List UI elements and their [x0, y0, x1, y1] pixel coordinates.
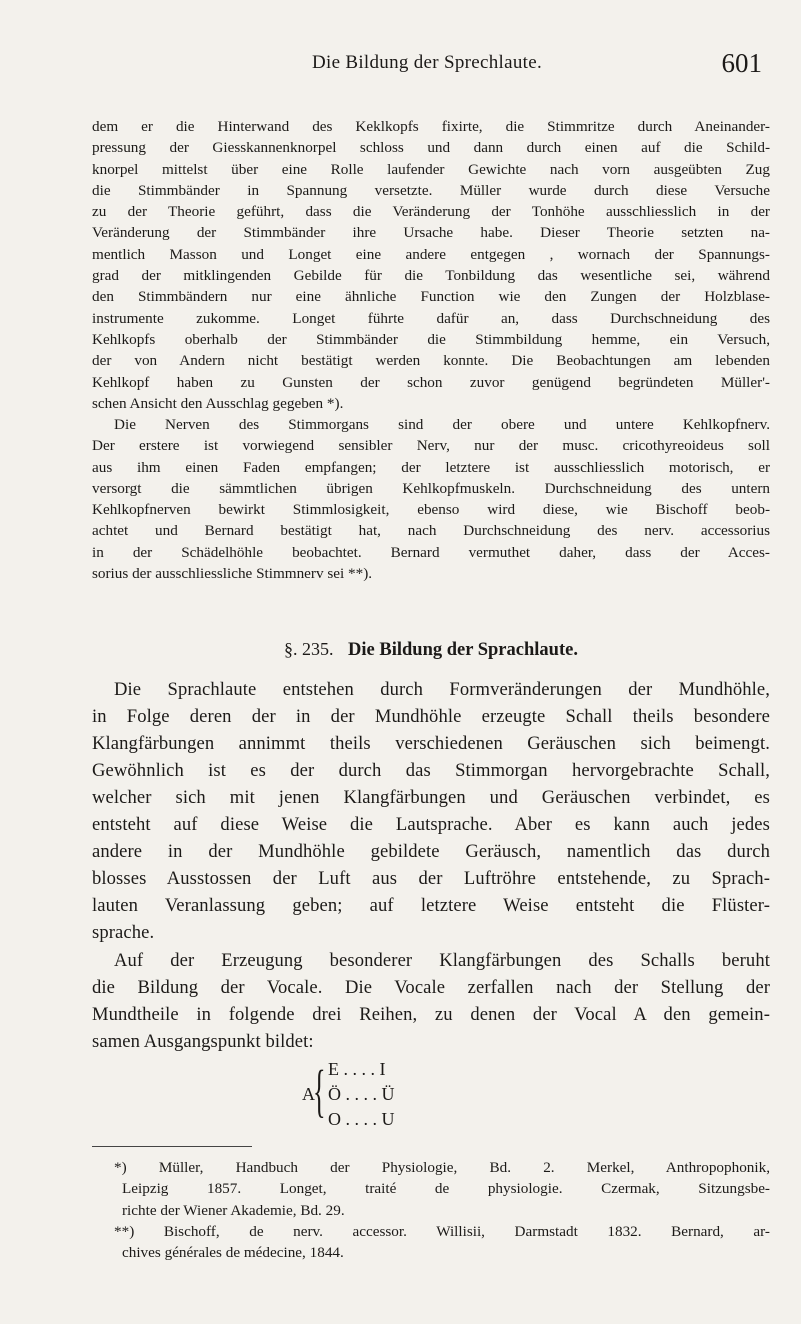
paragraph-2: [92, 414, 770, 584]
text-line: schen Ansicht den Ausschlag gegeben *).: [92, 394, 344, 412]
text-line: pressung der Giesskannenknorpel schloss und dann durch einen auf die Schild-: [92, 139, 770, 157]
text-line: instrumente zukomme. Longet führte dafür an, dass Durchschneidung des: [92, 309, 770, 327]
text-line: Die Sprachlaute entstehen durch Formveränderungen der Mundhöhle,: [114, 679, 770, 700]
footnote-rule: [92, 1146, 252, 1147]
text-line: achtet und Bernard bestätigt hat, nach Durchschneidung des nerv. accessorius: [92, 522, 770, 540]
text-line: knorpel mittelst über eine Rolle laufender Gewichte nach vorn ausgeübten Zug: [92, 160, 770, 178]
text-line: zu der Theorie geführt, dass die Veränderung der Tonhöhe ausschliesslich in der: [92, 203, 770, 221]
text-line: lauten Veranlassung geben; auf letztere Weise entsteht die Flüster-: [92, 895, 770, 916]
paragraph-3: [92, 676, 770, 946]
running-header: [92, 48, 762, 78]
text-line: Auf der Erzeugung besonderer Klangfärbungen des Schalls beruht: [114, 950, 770, 971]
text-line: Kehlkopfs oberhalb der Stimmbänder die Stimmbildung hemme, ein Versuch,: [92, 330, 770, 348]
text-line: Gewöhnlich ist es der durch das Stimmorgan hervorgebrachte Schall,: [92, 760, 770, 781]
vowel-rows: [328, 1057, 395, 1132]
paragraph-1: [92, 116, 770, 414]
text-line: den Stimmbändern nur eine ähnliche Function wie den Zungen der Holzblase-: [92, 288, 770, 306]
text-line: Die Nerven des Stimmorgans sind der obere und untere Kehlkopfnerv.: [114, 416, 770, 433]
text-line: grad der mitklingenden Gebilde für die Tonbildung das wesentliche sei, während: [92, 267, 770, 285]
text-line: Veränderung der Stimmbänder ihre Ursache habe. Dieser Theorie setzten na-: [92, 224, 770, 242]
section-heading: [92, 639, 770, 661]
footnote-line: **) Bischoff, de nerv. accessor. Willisii, Darmstadt 1832. Bernard, ar-: [114, 1222, 770, 1240]
vowel-root: A: [302, 1084, 315, 1104]
footnote-line: Leipzig 1857. Longet, traité de physiologie. Czermak, Sitzungsbe-: [122, 1180, 770, 1198]
running-title: Die Bildung der Sprechlaute.: [311, 52, 542, 73]
text-line: Kehlkopfnerven bewirkt Stimmlosigkeit, ebenso wird diese, wie Bischoff beob-: [92, 501, 770, 519]
text-line: mentlich Masson und Longet eine andere entgegen , wornach der Spannungs-: [92, 245, 770, 263]
brace-icon: {: [313, 1058, 326, 1123]
section-number: §. 235.: [284, 639, 334, 659]
text-line: der von Andern nicht bestätigt werden konnte. Die Beobachtungen am lebenden: [92, 352, 770, 370]
text-line: Der erstere ist vorwiegend sensibler Nerv, nur der musc. cricothyreoideus soll: [92, 437, 770, 455]
vowel-row: E . . . . I: [328, 1059, 386, 1079]
page-number: 601: [721, 48, 762, 78]
text-line: die Bildung der Vocale. Die Vocale zerfallen nach der Stellung der: [92, 977, 770, 998]
text-line: versorgt die sämmtlichen übrigen Kehlkopfmuskeln. Durchschneidung des untern: [92, 479, 770, 497]
text-line: sorius der ausschliessliche Stimmnerv sei **).: [92, 565, 373, 583]
vowel-row: Ö . . . . Ü: [328, 1084, 395, 1104]
vowel-row: O . . . . U: [328, 1109, 395, 1129]
text-line: sprache.: [92, 922, 155, 943]
text-line: Kehlkopf haben zu Gunsten der schon zuvor genügend begründeten Müller'-: [92, 373, 770, 391]
text-line: in Folge deren der in der Mundhöhle erzeugte Schall theils besondere: [92, 706, 770, 727]
text-line: entsteht auf diese Weise die Lautsprache. Aber es kann auch jedes: [92, 814, 770, 835]
paragraph-4-text-lines: [92, 947, 770, 1055]
footnote-line: chives générales de médecine, 1844.: [122, 1244, 344, 1262]
text-line: welcher sich mit jenen Klangfärbungen und Geräuschen verbindet, es: [92, 787, 770, 808]
text-line: samen Ausgangspunkt bildet:: [92, 1031, 314, 1052]
section-title: Die Bildung der Sprachlaute.: [348, 640, 578, 660]
footnote-line: richte der Wiener Akademie, Bd. 29.: [122, 1201, 345, 1219]
footnote-line: *) Müller, Handbuch der Physiologie, Bd. 2. Merkel, Anthropophonik,: [114, 1159, 770, 1176]
text-line: Mundtheile in folgende drei Reihen, zu denen der Vocal A den gemein-: [92, 1004, 770, 1025]
text-line: in der Schädelhöhle beobachtet. Bernard vermuthet daher, dass der Acces-: [92, 543, 770, 561]
text-line: aus ihm einen Faden empfangen; der letztere ist ausschliesslich motorisch, er: [92, 458, 770, 476]
text-line: Klangfärbungen annimmt theils verschiedenen Geräuschen sich beimengt.: [92, 733, 770, 754]
text-line: die Stimmbänder in Spannung versetzte. Müller wurde durch diese Versuche: [92, 181, 770, 199]
text-line: dem er die Hinterwand des Keklkopfs fixirte, die Stimmritze durch Aneinander-: [92, 118, 770, 135]
text-line: andere in der Mundhöhle gebildete Geräusch, namentlich das durch: [92, 841, 770, 862]
text-line: blosses Ausstossen der Luft aus der Luftröhre entstehende, zu Sprach-: [92, 868, 770, 889]
footnotes: [92, 1157, 770, 1263]
